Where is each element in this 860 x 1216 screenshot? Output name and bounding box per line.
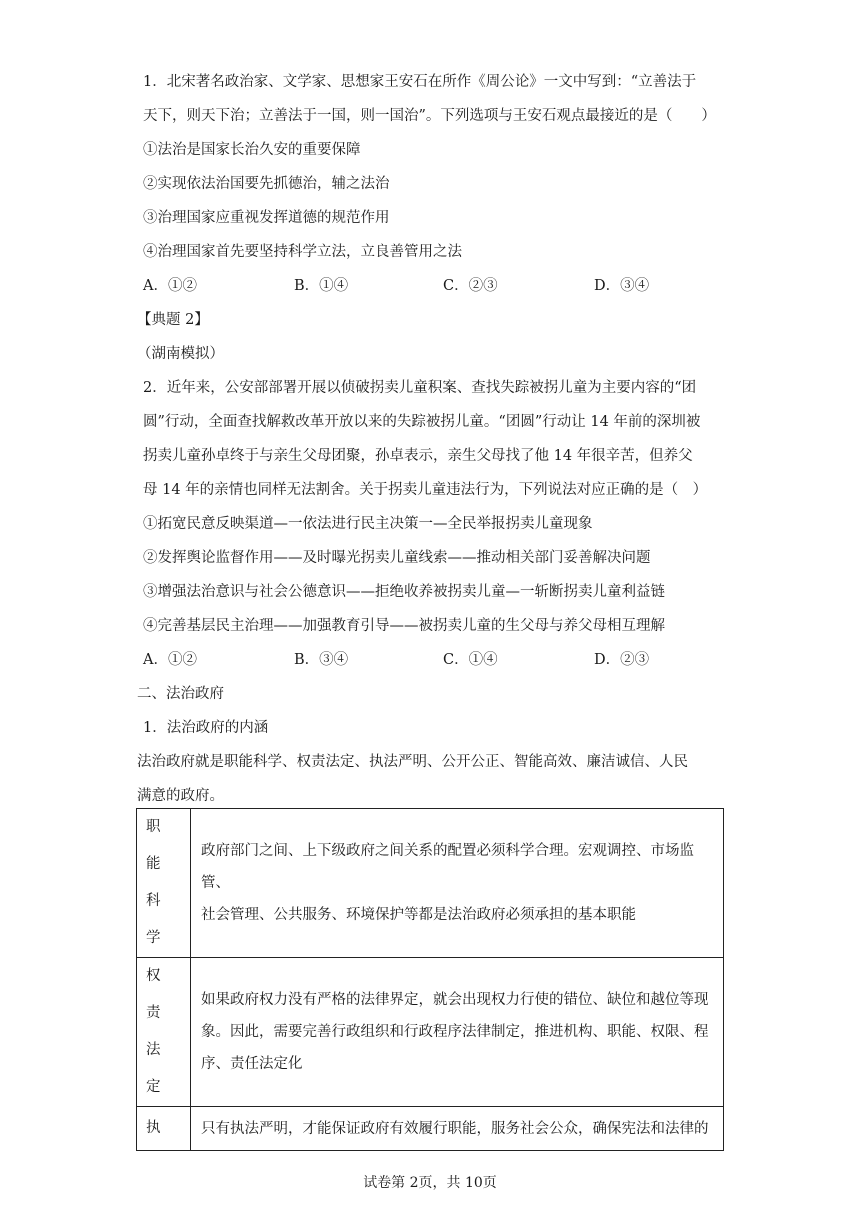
row-label-char: 执 bbox=[146, 1120, 161, 1136]
table-row bbox=[137, 1107, 724, 1151]
q1-option-b: B．①④ bbox=[294, 278, 349, 294]
table-row bbox=[137, 958, 724, 1107]
example-title: 【典题 2】 bbox=[137, 312, 209, 328]
row-label-char: 责 bbox=[146, 1005, 161, 1021]
row-content-line: 只有执法严明，才能保证政府有效履行职能，服务社会公众，确保宪法和法律的 bbox=[201, 1120, 709, 1137]
q1-line-1: 1．北宋著名政治家、文学家、思想家王安石在所作《周公论》一文中写到：“立善法于 bbox=[143, 74, 697, 90]
row-content-line: 政府部门之间、上下级政府之间关系的配置必须科学合理。宏观调控、市场监管、 bbox=[201, 843, 694, 891]
row-label-char: 法 bbox=[146, 1042, 161, 1058]
question-source: （湖南模拟） bbox=[137, 346, 224, 362]
row-label-char: 职 bbox=[146, 819, 161, 835]
q2-option-a: A．①② bbox=[143, 652, 197, 668]
q1-choice-3: ③治理国家应重视发挥道德的规范作用 bbox=[143, 210, 390, 226]
row-label-cell bbox=[137, 958, 191, 1107]
definition-line-1: 法治政府就是职能科学、权责法定、执法严明、公开公正、智能高效、廉洁诚信、人民 bbox=[137, 754, 688, 770]
q2-option-b: B．③④ bbox=[294, 652, 349, 668]
q1-line-2: 天下，则天下治；立善法于一国，则一国治”。下列选项与王安石观点最接近的是（ ） bbox=[143, 108, 716, 124]
row-content-cell bbox=[191, 1107, 724, 1151]
row-label-char: 定 bbox=[146, 1079, 161, 1095]
q1-option-c: C．②③ bbox=[443, 278, 498, 294]
q1-option-d: D．③④ bbox=[594, 278, 650, 294]
q2-choice-4: ④完善基层民主治理——加强教育引导——被拐卖儿童的生父母与养父母相互理解 bbox=[143, 618, 665, 634]
row-label-char: 能 bbox=[146, 856, 161, 872]
q2-line-1: 2．近年来，公安部部署开展以侦破拐卖儿童积案、查找失踪被拐儿童为主要内容的“团 bbox=[143, 380, 697, 396]
row-content-line: 序、责任法定化 bbox=[201, 1056, 303, 1072]
q2-line-4: 母 14 年的亲情也同样无法割舍。关于拐卖儿童违法行为，下列说法对应正确的是（ ） bbox=[143, 482, 708, 498]
q2-choice-3: ③增强法治意识与社会公德意识——拒绝收养被拐卖儿童—一斩断拐卖儿童利益链 bbox=[143, 584, 665, 600]
row-label-char: 权 bbox=[146, 968, 161, 984]
q2-choice-1: ①拓宽民意反映渠道—一依法进行民主决策一—全民举报拐卖儿童现象 bbox=[143, 516, 593, 532]
row-label-cell bbox=[137, 1107, 191, 1151]
q1-choice-2: ②实现依法治国要先抓德治，辅之法治 bbox=[143, 176, 390, 192]
subsection-title: 1．法治政府的内涵 bbox=[143, 720, 269, 736]
table-row bbox=[137, 809, 724, 958]
row-content-cell bbox=[191, 958, 724, 1107]
row-label-char: 科 bbox=[146, 893, 161, 909]
q1-choice-4: ④治理国家首先要坚持科学立法，立良善管用之法 bbox=[143, 244, 462, 260]
q2-option-d: D．②③ bbox=[594, 652, 650, 668]
q2-choice-2: ②发挥舆论监督作用——及时曝光拐卖儿童线索——推动相关部门妥善解决问题 bbox=[143, 550, 651, 566]
row-content-cell bbox=[191, 809, 724, 958]
section-title: 二、法治政府 bbox=[137, 686, 224, 702]
row-content-line: 如果政府权力没有严格的法律界定，就会出现权力行使的错位、缺位和越位等现 bbox=[201, 992, 709, 1008]
row-content-line: 社会管理、公共服务、环境保护等都是法治政府必须承担的基本职能 bbox=[201, 907, 636, 923]
q1-choice-1: ①法治是国家长治久安的重要保障 bbox=[143, 142, 361, 158]
q2-line-3: 拐卖儿童孙卓终于与亲生父母团聚，孙卓表示，亲生父母找了他 14 年很辛苦，但养父 bbox=[143, 448, 693, 464]
page-footer: 试卷第 2页，共 10页 bbox=[363, 1175, 497, 1191]
q2-line-2: 圆”行动，全面查找解救改革开放以来的失踪被拐儿童。“团圆”行动让 14 年前的深圳被 bbox=[143, 414, 701, 430]
row-label-cell bbox=[137, 809, 191, 958]
row-content-line: 象。因此，需要完善行政组织和行政程序法律制定，推进机构、职能、权限、程 bbox=[201, 1024, 709, 1040]
definition-line-2: 满意的政府。 bbox=[137, 788, 224, 804]
row-label-char: 学 bbox=[146, 930, 161, 946]
q1-option-a: A．①② bbox=[143, 278, 197, 294]
q2-option-c: C．①④ bbox=[443, 652, 498, 668]
government-table bbox=[136, 808, 724, 1151]
